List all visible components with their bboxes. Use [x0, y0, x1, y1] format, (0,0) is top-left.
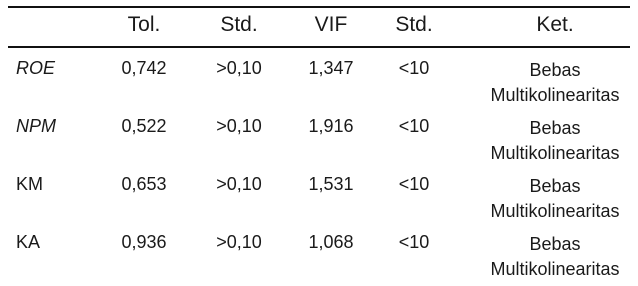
- row-std-vif: <10: [398, 232, 430, 252]
- row-std-tol: >0,10: [216, 116, 262, 136]
- row-vif: 1,531: [308, 174, 354, 194]
- row-ket-line2: Multikolinearitas: [490, 143, 620, 163]
- row-ket-line2: Multikolinearitas: [490, 85, 620, 105]
- row-std-vif: <10: [398, 174, 430, 194]
- row-std-tol: >0,10: [216, 58, 262, 78]
- row-vif: 1,916: [308, 116, 354, 136]
- row-ket-line1: Bebas: [529, 118, 581, 138]
- header-tol: Tol.: [127, 13, 161, 36]
- row-variable: NPM: [16, 116, 56, 136]
- table-row: [8, 112, 630, 170]
- row-ket-line1: Bebas: [529, 234, 581, 254]
- multicollinearity-table: [8, 6, 630, 286]
- row-ket-line2: Multikolinearitas: [490, 259, 620, 279]
- row-vif: 1,068: [308, 232, 354, 252]
- row-ket-line2: Multikolinearitas: [490, 201, 620, 221]
- table-row: [8, 170, 630, 228]
- header-std-tol: Std.: [220, 13, 258, 36]
- header-ket: Ket.: [536, 13, 574, 36]
- row-ket: [460, 116, 638, 166]
- row-tol: 0,742: [121, 58, 167, 78]
- row-tol: 0,653: [121, 174, 167, 194]
- table-header: [8, 6, 630, 48]
- row-std-vif: <10: [398, 58, 430, 78]
- row-variable: ROE: [16, 58, 56, 78]
- row-ket: [460, 232, 638, 282]
- header-vif: VIF: [314, 13, 348, 36]
- row-tol: 0,522: [121, 116, 167, 136]
- row-ket: [460, 174, 638, 224]
- row-std-tol: >0,10: [216, 174, 262, 194]
- row-tol: 0,936: [121, 232, 167, 252]
- table-row: [8, 54, 630, 112]
- row-ket-line1: Bebas: [529, 60, 581, 80]
- row-ket-line1: Bebas: [529, 176, 581, 196]
- table-row: [8, 228, 630, 286]
- row-variable: KA: [16, 232, 41, 252]
- row-variable: KM: [16, 174, 43, 194]
- row-std-tol: >0,10: [216, 232, 262, 252]
- row-ket: [460, 58, 638, 108]
- row-std-vif: <10: [398, 116, 430, 136]
- header-std-vif: Std.: [395, 13, 433, 36]
- row-vif: 1,347: [308, 58, 354, 78]
